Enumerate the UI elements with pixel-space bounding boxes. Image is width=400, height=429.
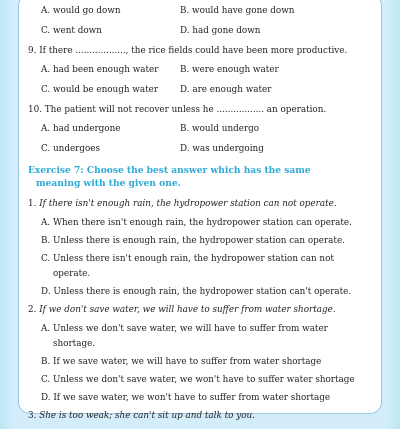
option: A. would go down xyxy=(41,6,121,16)
option-continued: shortage. xyxy=(53,339,96,349)
option: B. If we save water, we will have to suffer from water shortage xyxy=(41,357,322,367)
question-9: 9. If there .................., the rice fields could have been more productive. xyxy=(28,46,348,56)
option: C. would be enough water xyxy=(41,85,159,95)
option: B. would have gone down xyxy=(180,6,295,16)
q10-options-row-2 xyxy=(28,143,372,156)
option: C. Unless there isn't enough rain, the hydropower station can not xyxy=(41,254,334,264)
option: D. are enough water xyxy=(180,85,272,95)
ex7-question-1 xyxy=(28,198,372,210)
question-number: 1. xyxy=(28,199,37,209)
q9-options-row-1 xyxy=(28,64,372,77)
option: C. undergoes xyxy=(41,144,101,154)
option: C. went down xyxy=(41,26,102,36)
option: A. had been enough water xyxy=(41,65,159,75)
ex7-question-3 xyxy=(28,410,372,422)
option: D. was undergoing xyxy=(180,144,264,154)
ex7-question-2 xyxy=(28,304,372,316)
option: A. had undergone xyxy=(41,124,121,134)
question-sentence: If there isn't enough rain, the hydropower station can not operate. xyxy=(39,199,337,209)
q8-options-row-2 xyxy=(28,25,372,38)
option: B. were enough water xyxy=(180,65,279,75)
option: D. had gone down xyxy=(180,26,261,36)
option: B. would undergo xyxy=(180,124,260,134)
option: A. When there isn't enough rain, the hydropower station can operate. xyxy=(41,218,352,228)
exercise-7-heading-line-2: meaning with the given one. xyxy=(36,178,181,189)
question-number: 2. xyxy=(28,305,37,315)
q8-options-row-1 xyxy=(28,5,372,18)
option-continued: operate. xyxy=(53,269,91,279)
question-number: 3. xyxy=(28,411,37,421)
question-10: 10. The patient will not recover unless he ................. an operation. xyxy=(28,105,327,115)
option: A. Unless we don't save water, we will have to suffer from water xyxy=(41,324,328,334)
question-sentence: If we don't save water, we will have to suffer from water shortage. xyxy=(39,305,336,315)
worksheet-content xyxy=(28,0,372,429)
exercise-7-heading xyxy=(28,164,372,190)
option: C. Unless we don't save water, we won't have to suffer water shortage xyxy=(41,375,355,385)
exercise-7-heading-line-1: Exercise 7: Choose the best answer which has the same xyxy=(28,165,311,176)
option: D. Unless there is enough rain, the hydropower station can't operate. xyxy=(41,287,352,297)
question-sentence: She is too weak; she can't sit up and talk to you. xyxy=(39,411,255,421)
q10-options-row-1 xyxy=(28,123,372,136)
option: B. Unless there is enough rain, the hydropower station can operate. xyxy=(41,236,345,246)
option: D. If we save water, we won't have to suffer from water shortage xyxy=(41,393,331,403)
q9-options-row-2 xyxy=(28,84,372,97)
